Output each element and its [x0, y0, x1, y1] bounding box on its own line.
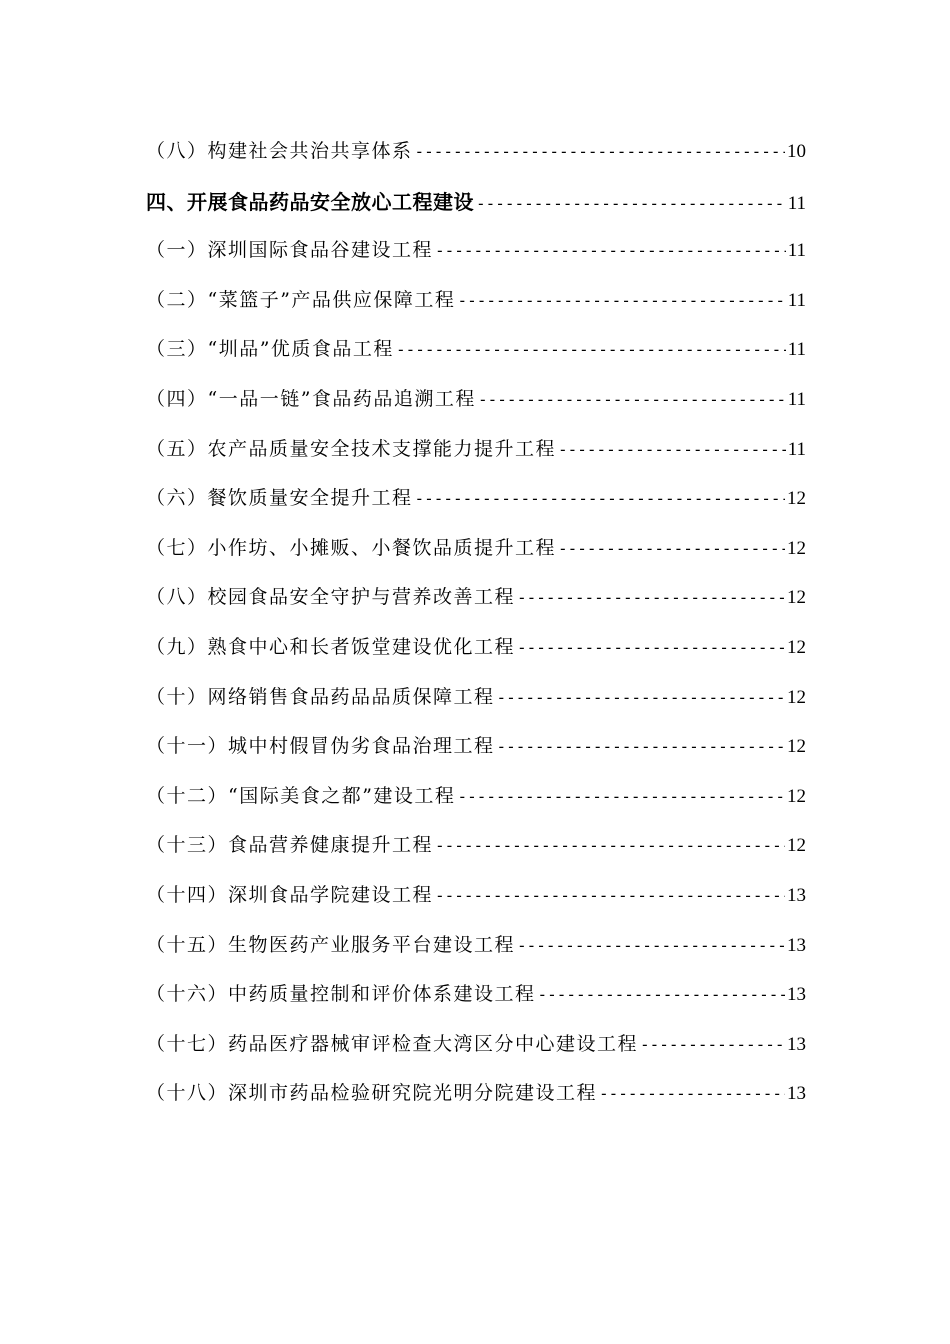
toc-leader-dashes: [435, 886, 785, 905]
toc-entry[interactable]: [146, 880, 806, 910]
toc-entry[interactable]: [146, 1029, 806, 1059]
toc-entry[interactable]: [146, 136, 806, 166]
toc-entry-page-number: 12: [787, 537, 806, 559]
toc-entry-page-number: 13: [787, 984, 806, 1006]
toc-leader-dashes: [517, 936, 785, 955]
toc-leader-dashes: [538, 985, 785, 1004]
toc-entry[interactable]: [146, 930, 806, 960]
toc-leader-dashes: [497, 688, 785, 707]
toc-entry-page-number: 12: [787, 686, 806, 708]
toc-leader-dashes: [415, 489, 785, 508]
toc-entry-page-number: 13: [787, 1033, 806, 1055]
toc-entry-page-number: 12: [787, 835, 806, 857]
toc-leader-dashes: [457, 291, 785, 310]
toc-entry[interactable]: [146, 235, 806, 265]
toc-entry-page-number: 11: [787, 240, 806, 262]
toc-leader-dashes: [558, 440, 786, 459]
toc-entry-page-number: 13: [787, 885, 806, 906]
toc-entry-page-number: 12: [787, 587, 806, 609]
toc-leader-dashes: [497, 737, 785, 756]
toc-entry-title: （十一）城中村假冒伪劣食品治理工程: [146, 735, 495, 758]
toc-leader-dashes: [396, 340, 786, 359]
toc-entry-title: （二）“菜篮子”产品供应保障工程: [146, 288, 456, 311]
toc-leader-dashes: [558, 539, 785, 558]
toc-entry-title: （一）深圳国际食品谷建设工程: [146, 239, 434, 262]
toc-entry-page-number: 12: [787, 637, 806, 658]
toc-section-heading[interactable]: [146, 186, 806, 216]
toc-entry-page-number: 11: [787, 438, 806, 460]
toc-entry-title: （十五）生物医药产业服务平台建设工程: [146, 933, 516, 956]
toc-entry-page-number: 13: [787, 1083, 806, 1105]
toc-leader-dashes: [599, 1084, 785, 1103]
toc-entry[interactable]: [146, 1078, 806, 1108]
toc-leader-dashes: [517, 638, 785, 657]
toc-entry[interactable]: [146, 979, 806, 1009]
toc-entry[interactable]: [146, 533, 806, 563]
toc-entry[interactable]: [146, 731, 806, 761]
toc-entry-page-number: 12: [787, 785, 806, 807]
toc-entry[interactable]: [146, 682, 806, 712]
toc-entry-page-number: 12: [787, 736, 806, 758]
toc-entry-title: （九）熟食中心和长者饭堂建设优化工程: [146, 636, 516, 658]
toc-entry-title: （八）校园食品安全守护与营养改善工程: [146, 586, 516, 609]
toc-entry-page-number: 10: [787, 141, 806, 162]
toc-entry[interactable]: [146, 582, 806, 612]
toc-entry-title: （八）构建社会共治共享体系: [146, 140, 413, 162]
toc-entry[interactable]: [146, 632, 806, 662]
toc-entry-title: （五）农产品质量安全技术支撑能力提升工程: [146, 437, 557, 460]
toc-leader-dashes: [435, 836, 785, 855]
toc-entry-page-number: 11: [787, 389, 806, 410]
toc-entry[interactable]: [146, 483, 806, 513]
toc-leader-dashes: [457, 787, 785, 806]
toc-entry-title: （十六）中药质量控制和评价体系建设工程: [146, 983, 536, 1006]
toc-entry-page-number: 13: [787, 934, 806, 956]
toc-entry-title: （六）餐饮质量安全提升工程: [146, 487, 413, 510]
toc-entry[interactable]: [146, 830, 806, 860]
toc-entry[interactable]: [146, 334, 806, 364]
toc-entry[interactable]: [146, 781, 806, 811]
toc-entry-title: （十二）“国际美食之都”建设工程: [146, 784, 456, 807]
toc-entry[interactable]: [146, 384, 806, 414]
toc-leader-dashes: [478, 390, 786, 409]
toc-entry-page-number: 11: [787, 192, 806, 214]
toc-leader-dashes: [476, 194, 786, 213]
toc-entry[interactable]: [146, 285, 806, 315]
toc-leader-dashes: [415, 142, 785, 161]
toc-entry-title: （十）网络销售食品药品品质保障工程: [146, 685, 495, 708]
toc-leader-dashes: [517, 588, 785, 607]
toc-entry-title: （三）“圳品”优质食品工程: [146, 338, 394, 361]
toc-entry-title: 四、开展食品药品安全放心工程建设: [146, 189, 474, 214]
toc-entry-title: （十七）药品医疗器械审评检查大湾区分中心建设工程: [146, 1032, 639, 1055]
toc-entry-page-number: 11: [787, 289, 806, 311]
toc-leader-dashes: [640, 1035, 785, 1054]
toc-entry-title: （十八）深圳市药品检验研究院光明分院建设工程: [146, 1082, 598, 1105]
toc-entry-title: （十三）食品营养健康提升工程: [146, 834, 434, 857]
toc-leader-dashes: [435, 241, 786, 260]
toc-entry-title: （七）小作坊、小摊贩、小餐饮品质提升工程: [146, 536, 557, 559]
toc-entry[interactable]: [146, 434, 806, 464]
toc-entry-page-number: 11: [787, 339, 806, 361]
toc-entry-title: （四）“一品一链”食品药品追溯工程: [146, 388, 476, 410]
toc-entry-page-number: 12: [787, 488, 806, 510]
toc-entry-title: （十四）深圳食品学院建设工程: [146, 884, 434, 906]
